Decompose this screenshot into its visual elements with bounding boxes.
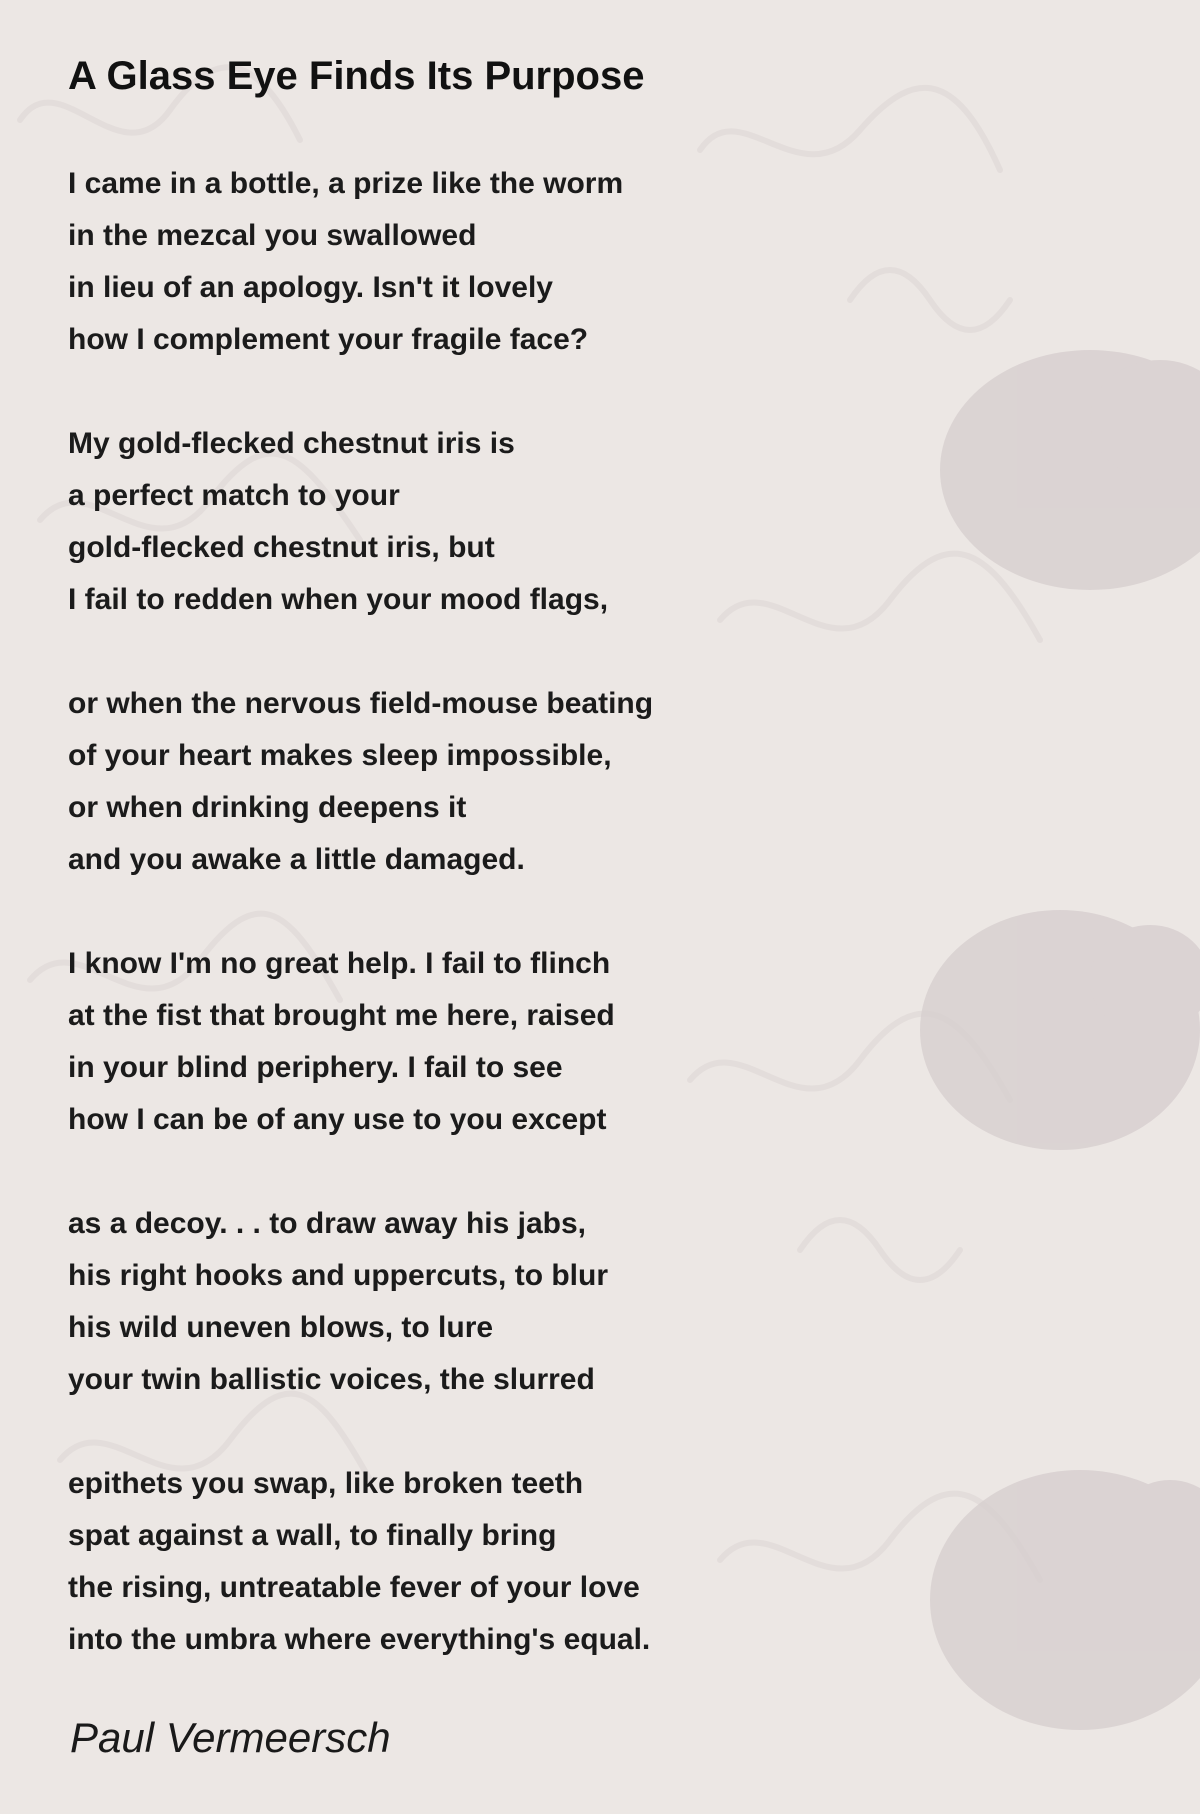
poem-line: I fail to redden when your mood flags, [68,583,609,616]
poem-line: I know I'm no great help. I fail to flinch [68,947,611,980]
poem-container [68,46,968,1718]
poem-line: I came in a bottle, a prize like the worm [68,167,624,200]
poem-line: your twin ballistic voices, the slurred [68,1363,595,1396]
poem-line: or when the nervous field-mouse beating [68,687,654,720]
poem-line: as a decoy. . . to draw away his jabs, [68,1207,586,1240]
stanza-6 [68,1458,968,1666]
poem-line: or when drinking deepens it [68,791,467,824]
poem-body [68,158,968,1666]
poem-line: and you awake a little damaged. [68,843,525,876]
poem-line: how I can be of any use to you except [68,1103,607,1136]
poem-line: of your heart makes sleep impossible, [68,739,612,772]
poem-line: in lieu of an apology. Isn't it lovely [68,271,553,304]
stanza-4 [68,938,968,1146]
poem-line: My gold-flecked chestnut iris is [68,427,515,460]
stanza-2 [68,418,968,626]
poem-line: epithets you swap, like broken teeth [68,1467,584,1500]
poem-line: his right hooks and uppercuts, to blur [68,1259,609,1292]
poem-line: how I complement your fragile face? [68,323,589,356]
stanza-5 [68,1198,968,1406]
poem-line: his wild uneven blows, to lure [68,1311,494,1344]
stanza-3 [68,678,968,886]
poem-line: gold-flecked chestnut iris, but [68,531,495,564]
poem-line: into the umbra where everything's equal. [68,1623,651,1656]
poem-author: Paul Vermeersch [70,1714,391,1761]
poem-line: in your blind periphery. I fail to see [68,1051,563,1084]
poem-line: the rising, untreatable fever of your love [68,1571,640,1604]
poem-line: in the mezcal you swallowed [68,219,477,252]
poem-line: at the fist that brought me here, raised [68,999,615,1032]
poem-title: A Glass Eye Finds Its Purpose [68,54,645,98]
poem-line: a perfect match to your [68,479,400,512]
poem-line: spat against a wall, to finally bring [68,1519,557,1552]
stanza-1 [68,158,968,366]
